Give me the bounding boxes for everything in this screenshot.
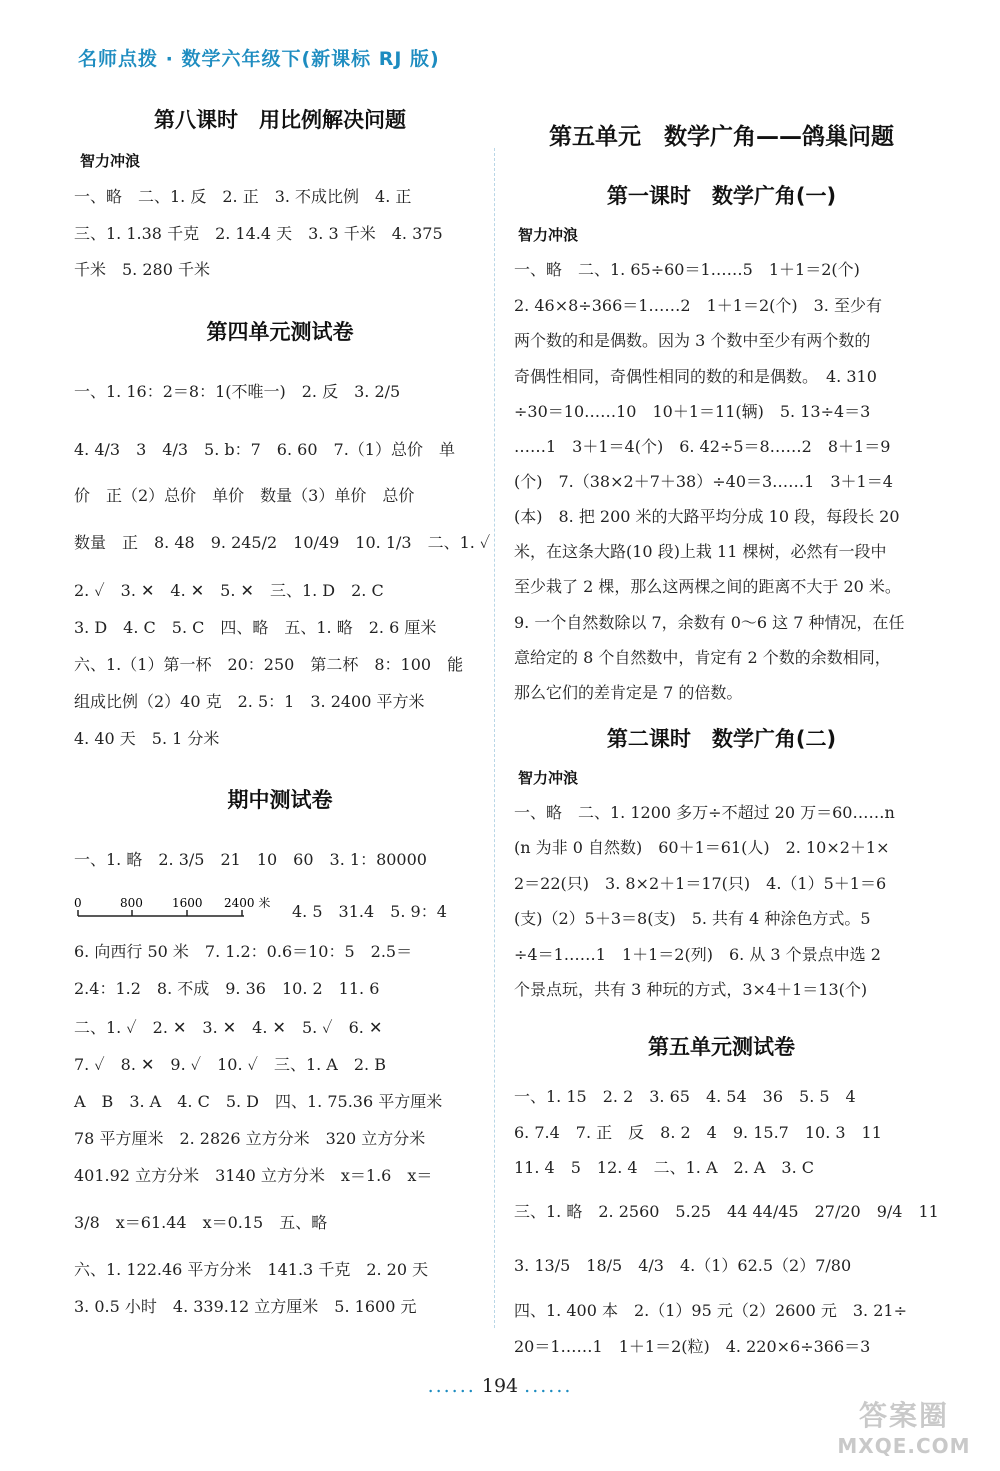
answer-line: 6. 7.4 7. 正 反 8. 2 4 9. 15.7 10. 3 11 <box>514 1123 882 1142</box>
answer-line: 一、1. 16：2＝8：1(不唯一) 2. 反 3. 2/5 <box>74 382 401 401</box>
answer-line: 那么它们的差肯定是 7 的倍数。 <box>514 683 743 702</box>
book-header: 名师点拨 · 数学六年级下(新课标 RJ 版) <box>78 48 440 70</box>
answer-line: 价 正（2）总价 单价 数量（3）单价 总价 <box>74 486 415 505</box>
answer-line: (个) 7.（38×2＋7＋38）÷40＝3……1 3＋1＝4 <box>514 472 893 491</box>
answer-line: ……1 3＋1＝4(个) 6. 42÷5＝8……2 8＋1＝9 <box>514 437 891 456</box>
site-watermark <box>824 1394 984 1464</box>
page-dots-left: ...... <box>427 1375 476 1397</box>
answer-line: 2. 46×8÷366＝1……2 1＋1＝2(个) 3. 至少有 <box>514 296 882 315</box>
scale-bar <box>74 896 271 926</box>
answer-line: 意给定的 8 个自然数中，肯定有 2 个数的余数相同， <box>514 648 891 667</box>
answer-line: 一、略 二、1. 65÷60＝1……5 1＋1＝2(个) <box>514 260 860 279</box>
answer-line: 6. 向西行 50 米 7. 1.2：0.6＝10：5 2.5＝ <box>74 942 413 961</box>
answer-line: 组成比例（2）40 克 2. 5：1 3. 2400 平方米 <box>74 692 425 711</box>
answer-line: 数量 正 8. 48 9. 245/2 10/49 10. 1/3 二、1. ✓ <box>74 533 491 552</box>
answer-line: ÷4＝1……1 1＋1＝2(列) 6. 从 3 个景点中选 2 <box>514 945 881 964</box>
answer-line: ÷30＝10……10 10＋1＝11(辆) 5. 13÷4＝3 <box>514 402 871 421</box>
answer-line: 3. D 4. C 5. C 四、略 五、1. 略 2. 6 厘米 <box>74 618 437 637</box>
answer-line: 3. 13/5 18/5 4/3 4.（1）62.5（2）7/80 <box>514 1256 852 1275</box>
page-dots-right: ...... <box>524 1375 573 1397</box>
answer-line: 2. ✓ 3. ✕ 4. ✕ 5. ✕ 三、1. D 2. C <box>74 581 384 600</box>
answer-line: 4. 5 31.4 5. 9：4 <box>292 902 447 921</box>
subheading-zhili: 智力冲浪 <box>80 152 141 170</box>
answer-line: 一、略 二、1. 反 2. 正 3. 不成比例 4. 正 <box>74 187 412 206</box>
page-number-value: 194 <box>481 1375 519 1397</box>
answer-line: (本) 8. 把 200 米的大路平均分成 10 段，每段长 20 <box>514 507 900 526</box>
section-title-unit4-test: 第四单元测试卷 <box>206 320 354 344</box>
section-title-lesson8: 第八课时 用比例解决问题 <box>154 108 406 132</box>
answer-line: 4. 4/3 3 4/3 5. b：7 6. 60 7.（1）总价 单 <box>74 440 455 459</box>
answer-line: A B 3. A 4. C 5. D 四、1. 75.36 平方厘米 <box>74 1092 443 1111</box>
scale-label: 800 <box>120 896 143 910</box>
subheading-zhili: 智力冲浪 <box>518 769 579 787</box>
answer-line: 3/8 x＝61.44 x＝0.15 五、略 <box>74 1213 328 1232</box>
answer-line: (n 为非 0 自然数) 60＋1＝61(人) 2. 10×2＋1× <box>514 838 890 857</box>
watermark-url: MXQE.COM <box>837 1434 971 1458</box>
answer-line: 一、略 二、1. 1200 多万÷不超过 20 万＝60……n <box>514 803 895 822</box>
answer-line: 四、1. 400 本 2.（1）95 元（2）2600 元 3. 21÷ <box>514 1301 907 1320</box>
answer-line: 六、1.（1）第一杯 20：250 第二杯 8：100 能 <box>74 655 464 674</box>
answer-line: 7. ✓ 8. ✕ 9. ✓ 10. ✓ 三、1. A 2. B <box>74 1055 386 1074</box>
subheading-zhili: 智力冲浪 <box>518 226 579 244</box>
section-title-unit5: 第五单元 数学广角——鸽巢问题 <box>549 124 894 150</box>
answer-line: 9. 一个自然数除以 7，余数有 0～6 这 7 种情况，在任 <box>514 613 905 632</box>
section-title-lesson2: 第二课时 数学广角(二) <box>606 727 837 751</box>
answer-line: 三、1. 略 2. 2560 5.25 44 44/45 27/20 9/4 11 <box>514 1202 939 1221</box>
section-title-midterm: 期中测试卷 <box>227 788 333 812</box>
answer-line: 六、1. 122.46 平方分米 141.3 千克 2. 20 天 <box>74 1260 429 1279</box>
answer-line: 至少栽了 2 棵，那么这两棵之间的距离不大于 20 米。 <box>514 577 901 596</box>
answer-line: 4. 40 天 5. 1 分米 <box>74 729 220 748</box>
answer-line: 一、1. 略 2. 3/5 21 10 60 3. 1：80000 <box>74 850 427 869</box>
answer-line: 2＝22(只) 3. 8×2＋1＝17(只) 4.（1）5＋1＝6 <box>514 874 887 893</box>
scale-label: 2400 米 <box>224 896 271 910</box>
answer-line: 奇偶性相同，奇偶性相同的数的和是偶数。 4. 310 <box>514 367 877 386</box>
answer-line: 20＝1……1 1＋1＝2(粒) 4. 220×6÷366＝3 <box>514 1337 871 1356</box>
column-divider <box>494 148 495 1328</box>
answer-line: 米，在这条大路(10 段)上栽 11 棵树，必然有一段中 <box>514 542 887 561</box>
answer-line: 401.92 立方分米 3140 立方分米 x＝1.6 x＝ <box>74 1166 433 1185</box>
scale-label: 0 <box>74 896 82 910</box>
answer-line: 二、1. ✓ 2. ✕ 3. ✕ 4. ✕ 5. ✓ 6. ✕ <box>74 1018 383 1037</box>
answer-line: 11. 4 5 12. 4 二、1. A 2. A 3. C <box>514 1158 815 1177</box>
watermark-text: 答案圈 <box>858 1399 949 1432</box>
answer-line: 个景点玩，共有 3 种玩的方式，3×4＋1＝13(个) <box>514 980 868 999</box>
answer-line: 一、1. 15 2. 2 3. 65 4. 54 36 5. 5 4 <box>514 1087 856 1106</box>
section-title-lesson1: 第一课时 数学广角(一) <box>606 184 837 208</box>
answer-line: (支)（2）5＋3＝8(支) 5. 共有 4 种涂色方式。5 <box>514 909 871 928</box>
answer-line: 78 平方厘米 2. 2826 立方分米 320 立方分米 <box>74 1129 426 1148</box>
answer-line: 2.4：1.2 8. 不成 9. 36 10. 2 11. 6 <box>74 979 380 998</box>
answer-line: 3. 0.5 小时 4. 339.12 立方厘米 5. 1600 元 <box>74 1297 417 1316</box>
section-title-unit5-test: 第五单元测试卷 <box>648 1035 795 1059</box>
answer-line: 千米 5. 280 千米 <box>74 260 210 279</box>
answer-line: 三、1. 1.38 千克 2. 14.4 天 3. 3 千米 4. 375 <box>74 224 443 243</box>
answer-line: 两个数的和是偶数。因为 3 个数中至少有两个数的 <box>514 331 871 350</box>
scale-label: 1600 <box>172 896 203 910</box>
